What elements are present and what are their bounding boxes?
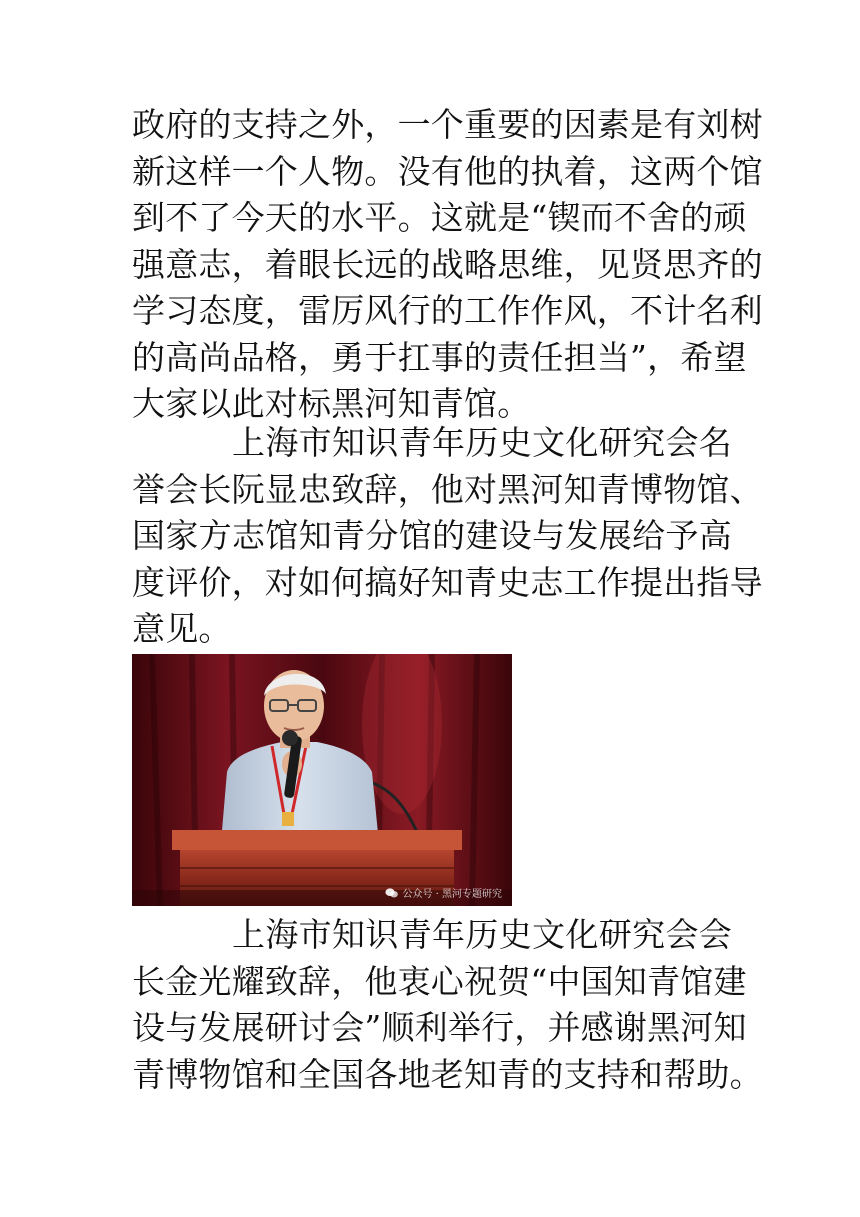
text-line: 政府的支持之外，一个重要的因素是有刘树 <box>132 105 763 144</box>
text-line: 度评价，对如何搞好知青史志工作提出指导 <box>132 562 763 602</box>
text-line: 国家方志馆知青分馆的建设与发展给予高 <box>132 516 732 555</box>
text-line: 新这样一个人物。没有他的执着，这两个馆 <box>132 151 763 191</box>
wechat-icon <box>385 888 398 898</box>
paragraph-1 <box>132 102 763 428</box>
text-line: 强意志，着眼长远的战略思维，见贤思齐的 <box>132 244 763 284</box>
paragraph-3 <box>132 912 763 1098</box>
text-line: 上海市知识青年历史文化研究会会 <box>232 915 732 954</box>
text-line: 设与发展研讨会”顺利举行，并感谢黑河知 <box>132 1008 747 1047</box>
text-line: 的高尚品格，勇于扛事的责任担当”，希望 <box>132 337 747 377</box>
speaker-photo-illustration <box>132 654 512 906</box>
text-line: 青博物馆和全国各地老知青的支持和帮助。 <box>132 1054 763 1094</box>
photo-watermark <box>385 885 502 900</box>
text-line: 誉会长阮显忠致辞，他对黑河知青博物馆、 <box>132 469 763 509</box>
text-line: 到不了今天的水平。这就是“锲而不舍的顽 <box>132 198 747 237</box>
text-line: 学习态度，雷厉风行的工作作风，不计名利 <box>132 291 763 330</box>
paragraph-2 <box>132 420 763 653</box>
watermark-text: 公众号 · 黑河专题研究 <box>402 889 502 900</box>
text-line: 意见。 <box>132 609 232 648</box>
text-line: 大家以此对标黑河知青馆。 <box>132 384 531 423</box>
text-line: 长金光耀致辞，他衷心祝贺“中国知青馆建 <box>132 961 747 1001</box>
speaker-photo <box>132 654 512 906</box>
text-line: 上海市知识青年历史文化研究会名 <box>232 423 732 462</box>
